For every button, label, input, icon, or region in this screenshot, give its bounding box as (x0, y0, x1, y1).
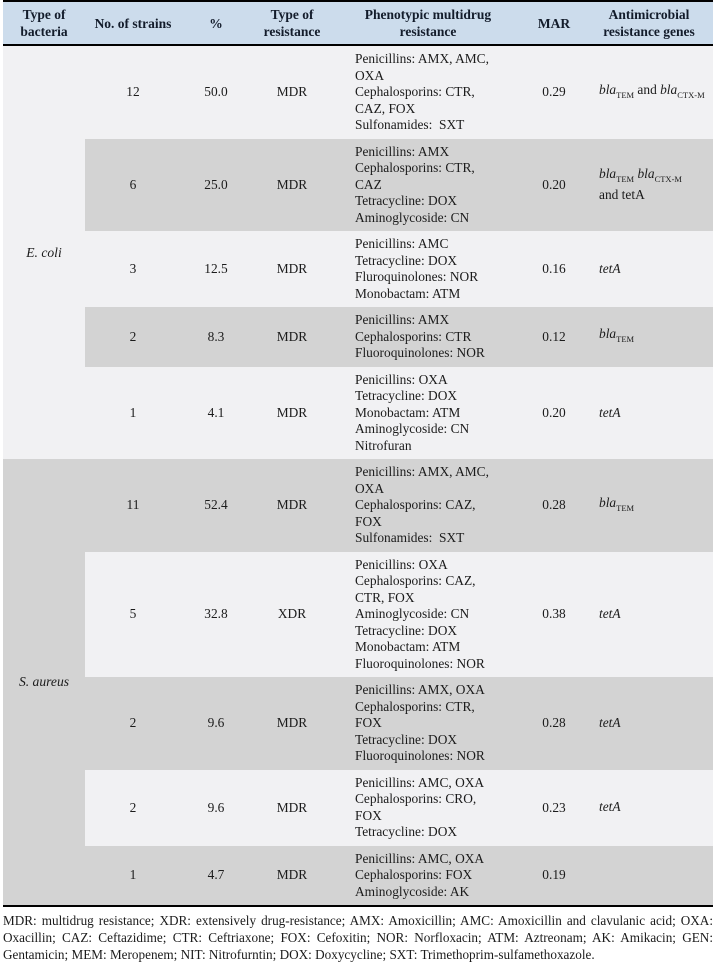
gene-subscript: CTX-M (677, 89, 705, 100)
cell-phenotypic-resistance (333, 231, 523, 307)
phenotypic-line: Cephalosporins: CTR, (355, 160, 475, 175)
gene-subscript: TEM (616, 502, 635, 513)
table-header (3, 1, 713, 45)
gene-subscript: TEM (616, 89, 635, 100)
gene-name: bla (599, 165, 617, 181)
cell-mar-index: 0.20 (523, 139, 585, 232)
gene-name: tetA (599, 404, 621, 420)
cell-no-of-strains: 5 (85, 552, 181, 678)
gene-name: bla (599, 81, 617, 97)
cell-percent: 4.7 (181, 846, 251, 907)
cell-phenotypic-resistance (333, 846, 523, 907)
gene-subscript: TEM (616, 173, 635, 184)
cell-resistance-type: MDR (251, 139, 333, 232)
phenotypic-line: Penicillins: AMX, AMC, (355, 464, 489, 479)
phenotypic-line: Fluoroquinolones: NOR (355, 655, 485, 671)
cell-percent: 52.4 (181, 459, 251, 552)
cell-no-of-strains: 1 (85, 367, 181, 460)
col-header-type-of-bacteria: Type of bacteria (3, 1, 85, 45)
cell-phenotypic-resistance (333, 459, 523, 552)
phenotypic-line: Penicillins: AMX, AMC, (355, 51, 489, 66)
cell-resistance-genes (585, 459, 713, 552)
cell-no-of-strains: 12 (85, 45, 181, 139)
cell-phenotypic-resistance (333, 367, 523, 460)
phenotypic-line: Fluoroquinolones: NOR (355, 748, 485, 763)
cell-percent: 4.1 (181, 367, 251, 460)
phenotypic-line: Tetracycline: DOX (355, 193, 458, 208)
gene-line (599, 799, 711, 816)
cell-resistance-type: MDR (251, 231, 333, 307)
phenotypic-line: Penicillins: AMC (355, 236, 449, 251)
cell-mar-index: 0.38 (523, 552, 585, 678)
phenotypic-line: Tetracycline: DOX (355, 388, 458, 403)
phenotypic-line: Cephalosporins: CAZ, (355, 497, 476, 512)
gene-name: bla (637, 165, 655, 181)
cell-resistance-genes (585, 307, 713, 367)
cell-percent: 12.5 (181, 231, 251, 307)
phenotypic-line: Aminoglycoside: CN (355, 606, 470, 621)
cell-percent: 50.0 (181, 45, 251, 139)
phenotypic-line: Penicillins: AMX, OXA (355, 682, 485, 697)
col-header-no-of-strains: No. of strains (85, 1, 181, 45)
cell-mar-index: 0.16 (523, 231, 585, 307)
cell-mar-index: 0.29 (523, 45, 585, 139)
phenotypic-line: Tetracycline: DOX (355, 252, 458, 268)
phenotypic-line: CAZ (355, 176, 382, 192)
gene-line (599, 326, 711, 348)
table-row (3, 552, 713, 678)
gene-line (599, 82, 711, 104)
gene-name: tetA (599, 799, 621, 815)
cell-phenotypic-resistance (333, 45, 523, 139)
cell-percent: 9.6 (181, 677, 251, 770)
phenotypic-line: Penicillins: AMC, OXA (355, 850, 485, 866)
cell-mar-index: 0.19 (523, 846, 585, 907)
gene-line (599, 715, 711, 732)
phenotypic-line: Tetracycline: DOX (355, 622, 458, 638)
phenotypic-line: Aminoglycoside: AK (355, 883, 470, 899)
phenotypic-line: Cephalosporins: CTR (355, 328, 472, 344)
phenotypic-line: Penicillins: AMX (355, 143, 450, 159)
cell-resistance-genes (585, 367, 713, 460)
cell-no-of-strains: 2 (85, 307, 181, 367)
phenotypic-line: Penicillins: AMC, OXA (355, 774, 485, 790)
cell-phenotypic-resistance (333, 139, 523, 232)
cell-phenotypic-resistance (333, 307, 523, 367)
table-row (3, 139, 713, 232)
phenotypic-line: Penicillins: OXA (355, 371, 448, 387)
table-footnote: MDR: multidrug resistance; XDR: extensively drug-resistance; AMX: Amoxicillin; AMC: Amoxicillin and clavulanic acid; OXA: Oxacillin; CAZ: Ceftazidime; CTR: Ceftriaxone; FOX: Cefoxitin; NOR: Norfloxacin; ATM: Aztreonam; AK: Amikacin; GEN: Gentamicin; MEM: Meropenem; NIT: Nitrofurntin; DOX: Doxycycline; SXT: Trimethoprim-sulfamethoxazole. (3, 913, 713, 962)
cell-resistance-type: MDR (251, 677, 333, 770)
gene-line (599, 495, 711, 517)
phenotypic-line: Fluoroquinolones: NOR (355, 345, 485, 360)
table-row (3, 231, 713, 307)
table-row (3, 846, 713, 907)
cell-mar-index: 0.12 (523, 307, 585, 367)
gene-name: tetA (599, 606, 621, 621)
phenotypic-line: Sulfonamides: SXT (355, 117, 465, 132)
cell-percent: 9.6 (181, 770, 251, 846)
phenotypic-line: FOX (355, 513, 382, 529)
col-header-antimicrobial-resistance-genes: Antimicrobial resistance genes (585, 1, 713, 45)
phenotypic-line: Cephalosporins: CTR, (355, 698, 475, 714)
cell-resistance-type: MDR (251, 367, 333, 460)
cell-resistance-type: MDR (251, 459, 333, 552)
phenotypic-line: CTR, FOX (355, 589, 415, 605)
phenotypic-line: Monobactam: ATM (355, 285, 461, 301)
cell-resistance-genes (585, 552, 713, 678)
antimicrobial-resistance-table (3, 0, 713, 907)
phenotypic-line: Penicillins: OXA (355, 556, 448, 572)
table-row (3, 459, 713, 552)
table-row (3, 367, 713, 460)
gene-name: tetA (599, 260, 621, 276)
table-row (3, 307, 713, 367)
bacteria-name: S. aureus (3, 459, 85, 906)
col-header-mar: MAR (523, 1, 585, 45)
phenotypic-line: Aminoglycoside: CN (355, 421, 470, 436)
cell-no-of-strains: 3 (85, 231, 181, 307)
cell-phenotypic-resistance (333, 770, 523, 846)
cell-resistance-type: XDR (251, 552, 333, 678)
cell-mar-index: 0.28 (523, 459, 585, 552)
gene-name: tetA (599, 715, 621, 730)
cell-percent: 25.0 (181, 139, 251, 232)
phenotypic-line: Sulfonamides: SXT (355, 530, 465, 545)
gene-text: and tetA (599, 187, 645, 203)
cell-resistance-type: MDR (251, 846, 333, 907)
table-row (3, 45, 713, 139)
phenotypic-line: FOX (355, 807, 382, 823)
header-row (3, 1, 713, 45)
phenotypic-line: Aminoglycoside: CN (355, 209, 470, 225)
table-body (3, 45, 713, 906)
cell-resistance-genes (585, 846, 713, 907)
cell-resistance-genes (585, 677, 713, 770)
cell-resistance-type: MDR (251, 770, 333, 846)
phenotypic-line: OXA (355, 67, 385, 83)
phenotypic-line: Tetracycline: DOX (355, 731, 458, 747)
col-header-phenotypic-multidrug-resistance: Phenotypic multidrug resistance (333, 1, 523, 45)
phenotypic-line: Cephalosporins: CTR, (355, 84, 475, 99)
cell-resistance-type: MDR (251, 45, 333, 139)
phenotypic-line: Tetracycline: DOX (355, 824, 458, 839)
table-row (3, 770, 713, 846)
cell-percent: 32.8 (181, 552, 251, 678)
phenotypic-line: CAZ, FOX (355, 100, 416, 116)
cell-mar-index: 0.23 (523, 770, 585, 846)
gene-name: bla (599, 494, 617, 510)
gene-subscript: TEM (616, 334, 635, 344)
bacteria-name: E. coli (3, 45, 85, 459)
cell-phenotypic-resistance (333, 552, 523, 678)
col-header-percent: % (181, 1, 251, 45)
gene-line (599, 261, 711, 278)
cell-resistance-genes (585, 770, 713, 846)
phenotypic-line: Cephalosporins: FOX (355, 867, 473, 882)
phenotypic-line: Cephalosporins: CAZ, (355, 573, 476, 588)
gene-name: bla (660, 81, 678, 97)
cell-no-of-strains: 11 (85, 459, 181, 552)
gene-line (599, 606, 711, 623)
cell-no-of-strains: 2 (85, 677, 181, 770)
gene-name: bla (599, 326, 617, 341)
gene-line (599, 166, 711, 188)
cell-resistance-genes (585, 231, 713, 307)
phenotypic-line: Penicillins: AMX (355, 312, 450, 327)
table-row (3, 677, 713, 770)
phenotypic-line: Nitrofuran (355, 437, 412, 453)
gene-line (599, 405, 711, 422)
cell-no-of-strains: 1 (85, 846, 181, 907)
cell-mar-index: 0.28 (523, 677, 585, 770)
cell-phenotypic-resistance (333, 677, 523, 770)
cell-resistance-genes (585, 45, 713, 139)
phenotypic-line: Fluroquinolones: NOR (355, 269, 479, 284)
phenotypic-line: Cephalosporins: CRO, (355, 791, 477, 806)
cell-resistance-genes (585, 139, 713, 232)
gene-subscript: CTX-M (654, 173, 682, 184)
cell-percent: 8.3 (181, 307, 251, 367)
cell-no-of-strains: 2 (85, 770, 181, 846)
phenotypic-line: Monobactam: ATM (355, 404, 461, 420)
phenotypic-line: FOX (355, 715, 382, 730)
cell-mar-index: 0.20 (523, 367, 585, 460)
cell-resistance-type: MDR (251, 307, 333, 367)
col-header-type-of-resistance: Type of resistance (251, 1, 333, 45)
cell-no-of-strains: 6 (85, 139, 181, 232)
gene-text: and (634, 81, 661, 97)
phenotypic-line: OXA (355, 480, 385, 496)
gene-line (599, 187, 711, 204)
phenotypic-line: Monobactam: ATM (355, 639, 461, 654)
